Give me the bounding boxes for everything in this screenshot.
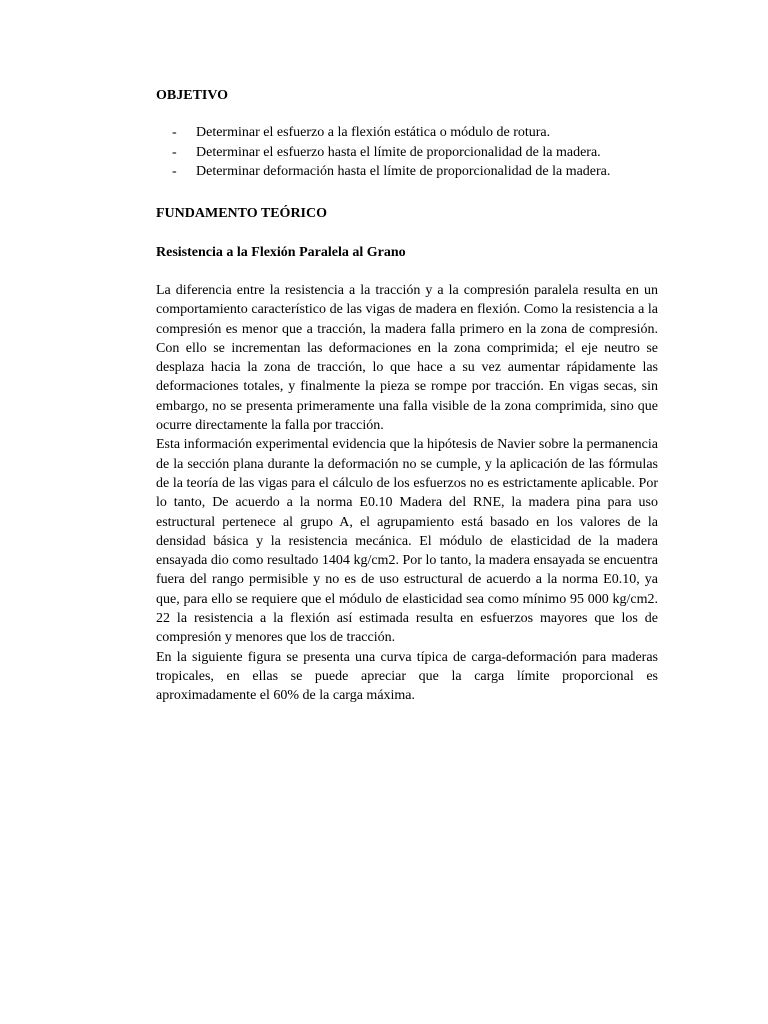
paragraph: Esta información experimental evidencia que la hipótesis de Navier sobre la permanencia de la sección plana durante la deformación no se cumple, y la aplicación de las fórmulas de la teoría de las vigas para el cálculo de los esfuerzos no es estrictamente aplicable. Por lo tanto, De acuerdo a la norma E0.10 Madera del RNE, la madera pina para uso estructural pertenece al grupo A, el agrupamiento está basado en los valores de la densidad básica y la resistencia mecánica. El módulo de elasticidad de la madera ensayada dio como resultado 1404 kg/cm2. Por lo tanto, la madera ensayada se encuentra fuera del rango permisible y no es de uso estructural de acuerdo a la norma E0.10, ya que, para ello se requiere que el módulo de elasticidad sea como mínimo 95 000 kg/cm2. 22 la resistencia a la flexión así estimada resulta en esfuerzos mayores que los de compresión y menores que los de tracción.: [156, 437, 658, 646]
list-item: [156, 123, 676, 143]
objective-heading: OBJETIVO: [156, 88, 229, 103]
list-item-text: Determinar el esfuerzo a la flexión estática o módulo de rotura.: [196, 125, 551, 140]
list-item-text: Determinar el esfuerzo hasta el límite de proporcionalidad de la madera.: [196, 144, 601, 160]
paragraph: En la siguiente figura se presenta una curva típica de carga-deformación para maderas tropicales, en ellas se puede apreciar que la carga límite proporcional es aproximadamente el 60% de la carga máxima.: [156, 649, 658, 704]
subsection-heading: Resistencia a la Flexión Paralela al Grano: [156, 245, 406, 260]
list-item: [156, 143, 676, 163]
body-text: [156, 281, 658, 706]
bullet-marker: -: [172, 125, 177, 140]
section-heading: FUNDAMENTO TEÓRICO: [156, 206, 328, 221]
bullet-marker: -: [172, 144, 177, 160]
list-item-text: Determinar deformación hasta el límite de proporcionalidad de la madera.: [196, 164, 611, 179]
paragraph: La diferencia entre la resistencia a la tracción y a la compresión paralela resulta en un comportamiento característico de las vigas de madera en flexión. Como la resistencia a la compresión es menor que a tracción, la madera falla primero en la zona de compresión. Con ello se incrementan las deformaciones en la zona comprimida; el eje neutro se desplaza hacia la zona de tracción, lo que hace a su vez aumentar rápidamente las deformaciones totales, y finalmente la pieza se rompe por tracción. En vigas secas, sin embargo, no se presenta primeramente una falla visible de la zona comprimida, sino que ocurre directamente la falla por tracción.: [156, 283, 658, 434]
list-item: [156, 162, 676, 182]
objective-list: [156, 123, 676, 182]
bullet-marker: -: [172, 164, 177, 179]
